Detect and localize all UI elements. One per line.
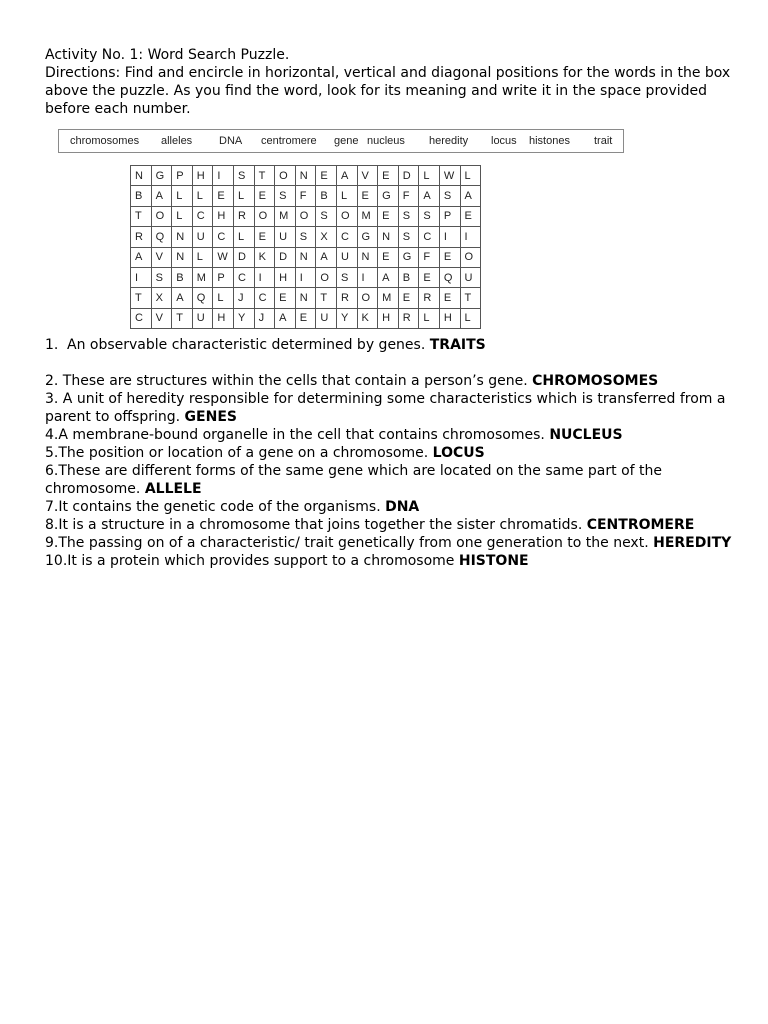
grid-row	[131, 227, 481, 247]
grid-letter: R	[131, 227, 152, 247]
grid-letter: L	[419, 308, 440, 328]
grid-letter: I	[460, 227, 481, 247]
grid-letter: N	[295, 288, 316, 308]
grid-letter: A	[131, 247, 152, 267]
grid-letter: S	[419, 206, 440, 226]
grid-letter: R	[233, 206, 254, 226]
grid-letter: Q	[192, 288, 213, 308]
grid-letter: S	[336, 267, 357, 287]
grid-letter: C	[254, 288, 275, 308]
grid-letter: B	[131, 186, 152, 206]
grid-row	[131, 308, 481, 328]
grid-row	[131, 206, 481, 226]
grid-letter: N	[295, 247, 316, 267]
grid-letter: H	[213, 206, 234, 226]
grid-letter: N	[357, 247, 378, 267]
question-number: 10.	[45, 553, 68, 569]
grid-row	[131, 288, 481, 308]
grid-letter: E	[378, 247, 399, 267]
grid-letter: I	[439, 227, 460, 247]
grid-letter: J	[254, 308, 275, 328]
grid-letter: E	[419, 267, 440, 287]
grid-letter: Q	[151, 227, 172, 247]
question-item	[45, 534, 735, 552]
question-item	[45, 336, 735, 354]
grid-letter: H	[378, 308, 399, 328]
grid-letter: U	[336, 247, 357, 267]
grid-letter: W	[439, 166, 460, 186]
grid-letter: S	[439, 186, 460, 206]
grid-letter: I	[213, 166, 234, 186]
grid-letter: B	[316, 186, 337, 206]
grid-letter: T	[460, 288, 481, 308]
grid-letter: E	[439, 288, 460, 308]
activity-directions: Directions: Find and encircle in horizontal, vertical and diagonal positions for the words in the box above the puzzle. As you find the word, look for its meaning and write it in the space provided before each number.	[45, 65, 731, 117]
grid-letter: O	[295, 206, 316, 226]
grid-letter: O	[357, 288, 378, 308]
question-text: The passing on of a characteristic/ trait genetically from one generation to the next.	[58, 535, 654, 551]
question-text: The position or location of a gene on a chromosome.	[58, 445, 433, 461]
word-bank-item: heredity	[429, 135, 469, 147]
grid-letter: E	[316, 166, 337, 186]
word-bank-item: gene	[334, 135, 359, 147]
grid-letter: O	[151, 206, 172, 226]
grid-letter: M	[275, 206, 296, 226]
grid-letter: O	[254, 206, 275, 226]
grid-letter: Y	[336, 308, 357, 328]
grid-letter: H	[213, 308, 234, 328]
grid-letter: T	[316, 288, 337, 308]
question-item	[45, 390, 735, 426]
grid-letter: E	[357, 186, 378, 206]
grid-letter: C	[213, 227, 234, 247]
grid-letter: G	[151, 166, 172, 186]
grid-letter: U	[275, 227, 296, 247]
grid-row	[131, 267, 481, 287]
grid-letter: X	[151, 288, 172, 308]
word-bank-item: locus	[491, 135, 517, 147]
grid-letter: D	[233, 247, 254, 267]
grid-letter: L	[460, 166, 481, 186]
question-text: It is a structure in a chromosome that joins together the sister chromatids.	[58, 517, 587, 533]
grid-letter: J	[233, 288, 254, 308]
question-text: These are different forms of the same gene which are located on the same part of the chromosome.	[45, 463, 662, 497]
question-answer: CENTROMERE	[586, 517, 695, 533]
question-text: A unit of heredity responsible for determining some characteristics which is transferred from a parent to offspring.	[45, 391, 726, 425]
grid-letter: P	[213, 267, 234, 287]
grid-letter: A	[316, 247, 337, 267]
grid-letter: A	[172, 288, 193, 308]
grid-letter: E	[254, 186, 275, 206]
question-answer: HISTONE	[458, 553, 529, 569]
grid-letter: A	[378, 267, 399, 287]
grid-letter: U	[460, 267, 481, 287]
grid-letter: W	[213, 247, 234, 267]
grid-letter: N	[378, 227, 399, 247]
grid-letter: R	[398, 308, 419, 328]
question-answer: ALLELE	[144, 481, 202, 497]
grid-letter: F	[295, 186, 316, 206]
grid-letter: M	[192, 267, 213, 287]
grid-letter: E	[275, 288, 296, 308]
grid-letter: K	[254, 247, 275, 267]
word-search-grid	[130, 165, 481, 329]
question-answer: HEREDITY	[653, 535, 732, 551]
grid-letter: O	[460, 247, 481, 267]
grid-letter: A	[275, 308, 296, 328]
grid-letter: N	[172, 227, 193, 247]
question-item	[45, 516, 735, 534]
grid-letter: L	[172, 186, 193, 206]
grid-letter: R	[336, 288, 357, 308]
grid-letter: A	[419, 186, 440, 206]
grid-letter: M	[378, 288, 399, 308]
grid-letter: F	[398, 186, 419, 206]
grid-letter: L	[336, 186, 357, 206]
grid-row	[131, 166, 481, 186]
question-answer: DNA	[385, 499, 420, 515]
word-bank-item: DNA	[219, 135, 243, 147]
grid-letter: X	[316, 227, 337, 247]
grid-letter: D	[398, 166, 419, 186]
grid-letter: E	[295, 308, 316, 328]
word-bank-item: centromere	[261, 135, 317, 147]
question-number: 9.	[45, 535, 59, 551]
grid-letter: E	[378, 206, 399, 226]
question-answer: LOCUS	[432, 445, 485, 461]
grid-letter: S	[233, 166, 254, 186]
grid-letter: E	[398, 288, 419, 308]
grid-letter: H	[275, 267, 296, 287]
question-text: These are structures within the cells that contain a person’s gene.	[58, 373, 533, 389]
grid-letter: S	[398, 227, 419, 247]
grid-letter: B	[398, 267, 419, 287]
question-item	[45, 444, 735, 462]
grid-letter: E	[254, 227, 275, 247]
word-bank-box	[58, 129, 624, 153]
grid-letter: E	[439, 247, 460, 267]
grid-letter: D	[275, 247, 296, 267]
question-number: 4.	[45, 427, 59, 443]
grid-letter: Y	[233, 308, 254, 328]
question-text: It is a protein which provides support to a chromosome	[67, 553, 459, 569]
grid-letter: P	[172, 166, 193, 186]
grid-letter: O	[336, 206, 357, 226]
question-item	[45, 498, 735, 516]
activity-header	[45, 46, 735, 118]
grid-letter: A	[460, 186, 481, 206]
grid-letter: N	[172, 247, 193, 267]
grid-letter: G	[398, 247, 419, 267]
word-bank-item: chromosomes	[70, 135, 140, 147]
grid-letter: L	[233, 186, 254, 206]
grid-letter: S	[275, 186, 296, 206]
grid-letter: L	[460, 308, 481, 328]
grid-letter: E	[460, 206, 481, 226]
grid-letter: M	[357, 206, 378, 226]
question-answer: TRAITS	[429, 337, 486, 353]
grid-letter: U	[192, 227, 213, 247]
grid-letter: S	[151, 267, 172, 287]
grid-letter: I	[131, 267, 152, 287]
question-answer: CHROMOSOMES	[532, 373, 659, 389]
grid-letter: L	[172, 206, 193, 226]
grid-letter: S	[295, 227, 316, 247]
grid-letter: L	[213, 288, 234, 308]
grid-letter: S	[316, 206, 337, 226]
question-text: A membrane-bound organelle in the cell that contains chromosomes.	[58, 427, 550, 443]
grid-letter: E	[213, 186, 234, 206]
grid-letter: C	[419, 227, 440, 247]
question-number: 3.	[45, 391, 59, 407]
grid-letter: T	[254, 166, 275, 186]
grid-letter: C	[192, 206, 213, 226]
question-text: It contains the genetic code of the organisms.	[58, 499, 386, 515]
grid-letter: U	[192, 308, 213, 328]
question-number: 7.	[45, 499, 59, 515]
question-number: 1.	[45, 337, 59, 353]
grid-letter: T	[131, 288, 152, 308]
grid-letter: G	[357, 227, 378, 247]
grid-letter: O	[316, 267, 337, 287]
grid-letter: P	[439, 206, 460, 226]
word-bank-item: alleles	[161, 135, 193, 147]
grid-letter: H	[192, 166, 213, 186]
grid-letter: C	[131, 308, 152, 328]
question-item	[45, 552, 735, 570]
grid-letter: H	[439, 308, 460, 328]
grid-letter: I	[357, 267, 378, 287]
grid-letter: N	[295, 166, 316, 186]
grid-letter: A	[336, 166, 357, 186]
question-answer: NUCLEUS	[549, 427, 623, 443]
grid-letter: V	[151, 247, 172, 267]
grid-letter: K	[357, 308, 378, 328]
question-item	[45, 426, 735, 444]
grid-letter: B	[172, 267, 193, 287]
question-answer: GENES	[184, 409, 237, 425]
grid-letter: A	[151, 186, 172, 206]
grid-letter: C	[233, 267, 254, 287]
grid-letter: N	[131, 166, 152, 186]
question-list	[45, 336, 735, 570]
grid-letter: I	[254, 267, 275, 287]
question-item	[45, 372, 735, 390]
grid-row	[131, 247, 481, 267]
grid-letter: G	[378, 186, 399, 206]
grid-letter: R	[419, 288, 440, 308]
grid-letter: L	[192, 186, 213, 206]
grid-letter: T	[172, 308, 193, 328]
grid-letter: O	[275, 166, 296, 186]
word-bank-item: nucleus	[367, 135, 405, 147]
question-number: 6.	[45, 463, 59, 479]
grid-row	[131, 186, 481, 206]
grid-letter: S	[398, 206, 419, 226]
word-bank-item: histones	[529, 135, 570, 147]
grid-letter: V	[151, 308, 172, 328]
grid-letter: T	[131, 206, 152, 226]
grid-letter: V	[357, 166, 378, 186]
question-number: 5.	[45, 445, 59, 461]
grid-letter: E	[378, 166, 399, 186]
question-number: 2.	[45, 373, 59, 389]
grid-letter: Q	[439, 267, 460, 287]
grid-letter: F	[419, 247, 440, 267]
activity-title: Activity No. 1: Word Search Puzzle.	[45, 47, 290, 63]
grid-letter: L	[419, 166, 440, 186]
grid-letter: L	[192, 247, 213, 267]
grid-letter: I	[295, 267, 316, 287]
grid-letter: C	[336, 227, 357, 247]
question-text: An observable characteristic determined by genes.	[67, 337, 430, 353]
question-number: 8.	[45, 517, 59, 533]
question-item	[45, 462, 735, 498]
word-bank-item: trait	[594, 135, 613, 147]
grid-letter: L	[233, 227, 254, 247]
grid-letter: U	[316, 308, 337, 328]
